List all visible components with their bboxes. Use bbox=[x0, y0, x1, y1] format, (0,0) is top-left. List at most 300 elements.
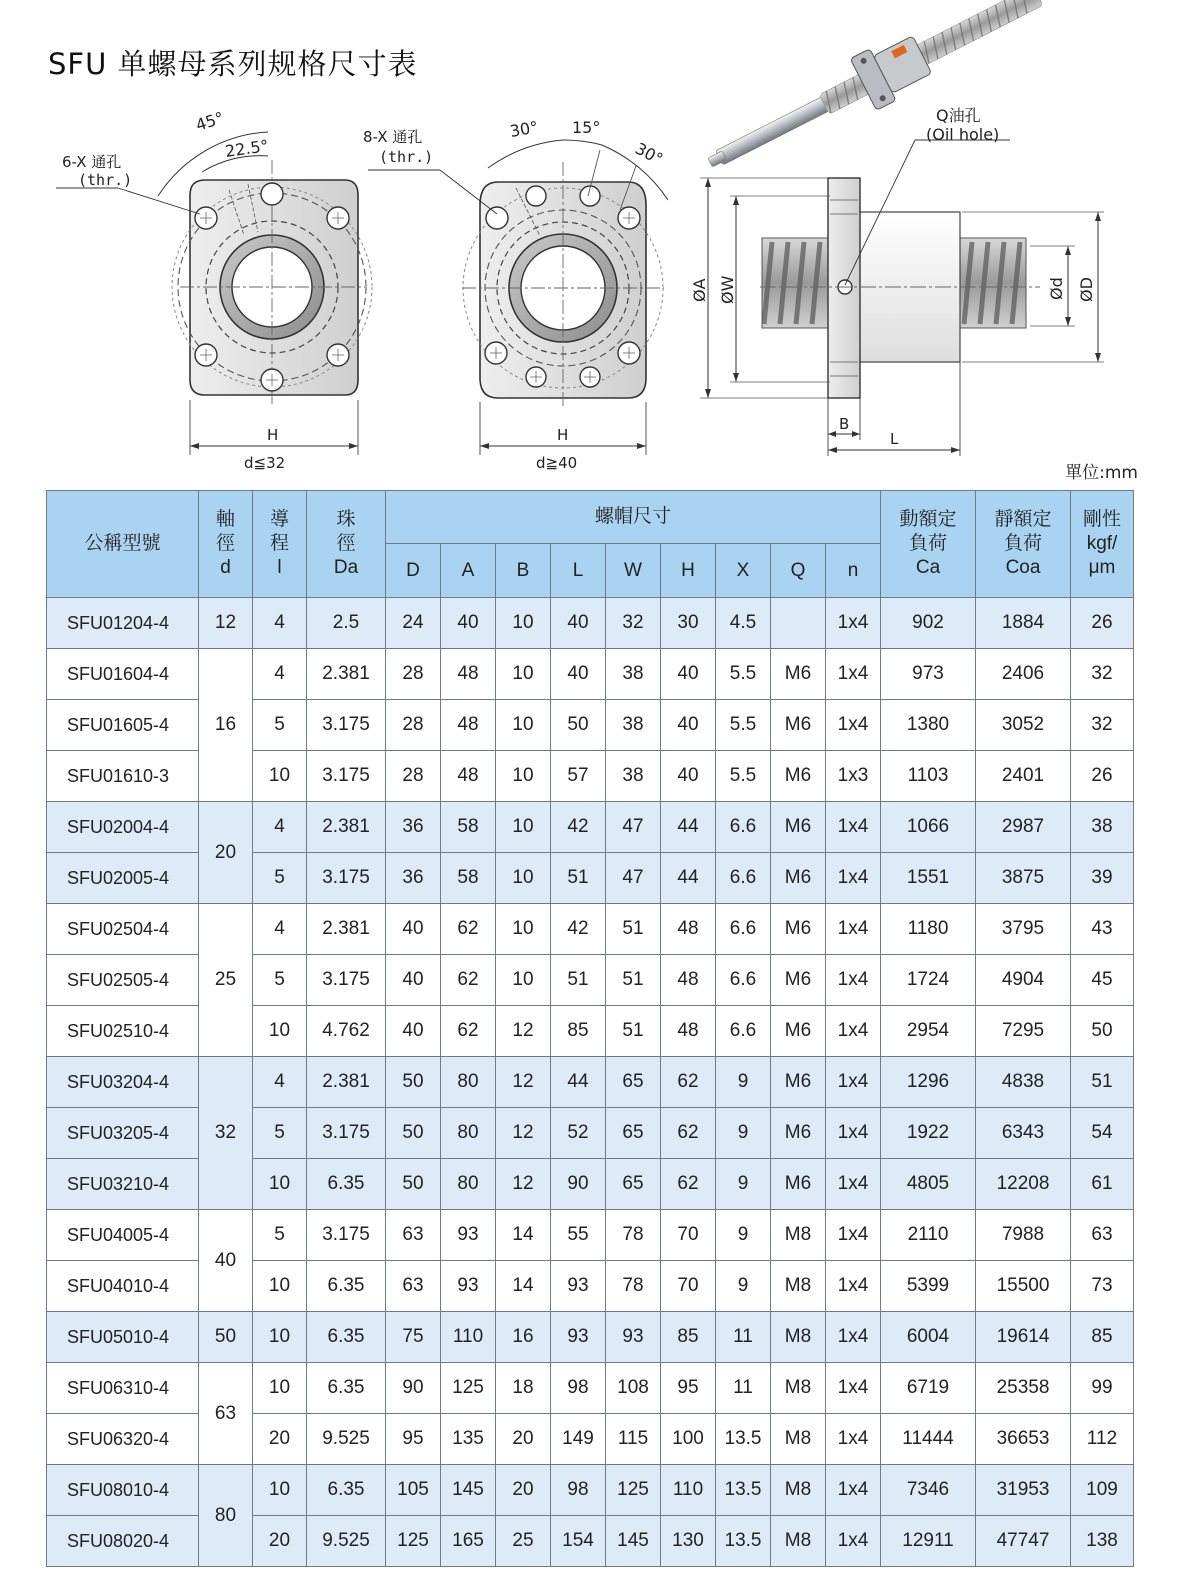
coa-cell: 19614 bbox=[976, 1312, 1071, 1363]
coa-cell: 2401 bbox=[976, 751, 1071, 802]
x-cell: 9 bbox=[716, 1159, 771, 1210]
header-col-D: D bbox=[386, 544, 441, 598]
ball-cell: 2.5 bbox=[307, 598, 386, 649]
table-row bbox=[47, 1057, 1134, 1108]
model-cell: SFU08010-4 bbox=[47, 1465, 199, 1516]
header-rigidity bbox=[1071, 491, 1134, 598]
h-cell: 44 bbox=[661, 853, 716, 904]
n-cell: 1x4 bbox=[826, 1363, 881, 1414]
l-cell: 57 bbox=[551, 751, 606, 802]
header-shaft-line-2: 徑 bbox=[215, 533, 235, 554]
ca-cell: 1180 bbox=[881, 904, 976, 955]
shaft-dia-cell: 80 bbox=[199, 1465, 253, 1567]
h-cell: 85 bbox=[661, 1312, 716, 1363]
condition-mid: d≧40 bbox=[536, 454, 578, 472]
rig-cell: 138 bbox=[1071, 1516, 1134, 1567]
header-col-n: n bbox=[826, 544, 881, 598]
q-cell bbox=[771, 598, 826, 649]
a-cell: 110 bbox=[441, 1312, 496, 1363]
ca-cell: 1724 bbox=[881, 955, 976, 1006]
ball-cell: 9.525 bbox=[307, 1516, 386, 1567]
header-col-X: X bbox=[716, 544, 771, 598]
n-cell: 1x4 bbox=[826, 1312, 881, 1363]
coa-cell: 15500 bbox=[976, 1261, 1071, 1312]
ball-cell: 6.35 bbox=[307, 1312, 386, 1363]
w-cell: 47 bbox=[606, 802, 661, 853]
coa-cell: 3795 bbox=[976, 904, 1071, 955]
model-cell: SFU01204-4 bbox=[47, 598, 199, 649]
header-col-A: A bbox=[441, 544, 496, 598]
lead-cell: 5 bbox=[253, 700, 307, 751]
b-cell: 10 bbox=[496, 853, 551, 904]
coa-cell: 6343 bbox=[976, 1108, 1071, 1159]
w-cell: 145 bbox=[606, 1516, 661, 1567]
w-cell: 51 bbox=[606, 1006, 661, 1057]
h-cell: 62 bbox=[661, 1159, 716, 1210]
d-cell: 50 bbox=[386, 1108, 441, 1159]
ball-cell: 2.381 bbox=[307, 802, 386, 853]
spec-table bbox=[46, 490, 1134, 1567]
q-cell: M8 bbox=[771, 1210, 826, 1261]
b-cell: 14 bbox=[496, 1261, 551, 1312]
coa-cell: 2987 bbox=[976, 802, 1071, 853]
n-cell: 1x3 bbox=[826, 751, 881, 802]
model-cell: SFU04005-4 bbox=[47, 1210, 199, 1261]
ball-cell: 6.35 bbox=[307, 1363, 386, 1414]
nut-side-view bbox=[700, 140, 1104, 456]
header-col-B: B bbox=[496, 544, 551, 598]
n-cell: 1x4 bbox=[826, 598, 881, 649]
b-cell: 16 bbox=[496, 1312, 551, 1363]
header-sta-line-3: Coa bbox=[1005, 557, 1041, 578]
h-cell: 48 bbox=[661, 955, 716, 1006]
model-cell: SFU02005-4 bbox=[47, 853, 199, 904]
l-cell: 51 bbox=[551, 853, 606, 904]
rig-cell: 26 bbox=[1071, 751, 1134, 802]
ball-cell: 2.381 bbox=[307, 904, 386, 955]
shaft-dia-cell: 12 bbox=[199, 598, 253, 649]
header-col-Q: Q bbox=[771, 544, 826, 598]
n-cell: 1x4 bbox=[826, 1516, 881, 1567]
coa-cell: 1884 bbox=[976, 598, 1071, 649]
header-nut-dims: 螺帽尺寸 bbox=[386, 491, 881, 544]
rig-cell: 26 bbox=[1071, 598, 1134, 649]
ca-cell: 1922 bbox=[881, 1108, 976, 1159]
model-cell: SFU02510-4 bbox=[47, 1006, 199, 1057]
w-cell: 93 bbox=[606, 1312, 661, 1363]
q-cell: M8 bbox=[771, 1414, 826, 1465]
n-cell: 1x4 bbox=[826, 649, 881, 700]
l-cell: 154 bbox=[551, 1516, 606, 1567]
angle-30a-label: 30° bbox=[508, 117, 540, 141]
b-cell: 10 bbox=[496, 955, 551, 1006]
angle-22-label: 22.5° bbox=[223, 136, 270, 161]
model-cell: SFU03210-4 bbox=[47, 1159, 199, 1210]
coa-cell: 7295 bbox=[976, 1006, 1071, 1057]
n-cell: 1x4 bbox=[826, 904, 881, 955]
technical-drawings bbox=[0, 0, 1200, 480]
lead-cell: 10 bbox=[253, 1261, 307, 1312]
model-cell: SFU03204-4 bbox=[47, 1057, 199, 1108]
header-lead-line-3: l bbox=[277, 557, 282, 578]
ca-cell: 2110 bbox=[881, 1210, 976, 1261]
oil-hole-label-en: (Oil hole) bbox=[926, 125, 1000, 144]
h-cell: 48 bbox=[661, 904, 716, 955]
ball-cell: 3.175 bbox=[307, 1210, 386, 1261]
w-cell: 125 bbox=[606, 1465, 661, 1516]
q-cell: M8 bbox=[771, 1516, 826, 1567]
w-cell: 115 bbox=[606, 1414, 661, 1465]
header-rig-line-3: μm bbox=[1088, 557, 1116, 578]
lead-cell: 4 bbox=[253, 904, 307, 955]
dim-L-label: L bbox=[890, 430, 899, 448]
ca-cell: 12911 bbox=[881, 1516, 976, 1567]
ca-cell: 5399 bbox=[881, 1261, 976, 1312]
l-cell: 40 bbox=[551, 598, 606, 649]
x-cell: 11 bbox=[716, 1312, 771, 1363]
lead-cell: 20 bbox=[253, 1414, 307, 1465]
w-cell: 65 bbox=[606, 1159, 661, 1210]
l-cell: 50 bbox=[551, 700, 606, 751]
b-cell: 10 bbox=[496, 904, 551, 955]
lead-cell: 4 bbox=[253, 598, 307, 649]
header-rig-line-2: kgf/ bbox=[1086, 533, 1118, 554]
page-title: SFU 单螺母系列规格尺寸表 bbox=[48, 47, 418, 81]
model-cell: SFU01610-3 bbox=[47, 751, 199, 802]
b-cell: 12 bbox=[496, 1057, 551, 1108]
a-cell: 48 bbox=[441, 751, 496, 802]
q-cell: M6 bbox=[771, 1057, 826, 1108]
dim-A-label: ØA bbox=[690, 278, 709, 302]
l-cell: 90 bbox=[551, 1159, 606, 1210]
l-cell: 52 bbox=[551, 1108, 606, 1159]
ca-cell: 973 bbox=[881, 649, 976, 700]
flange-drawing-large bbox=[368, 140, 668, 455]
lead-cell: 4 bbox=[253, 1057, 307, 1108]
rig-cell: 32 bbox=[1071, 649, 1134, 700]
b-cell: 10 bbox=[496, 802, 551, 853]
header-lead bbox=[253, 491, 307, 598]
ca-cell: 1296 bbox=[881, 1057, 976, 1108]
table-row bbox=[47, 649, 1134, 700]
l-cell: 93 bbox=[551, 1312, 606, 1363]
b-cell: 20 bbox=[496, 1414, 551, 1465]
header-shaft-line-1: 軸 bbox=[215, 509, 235, 530]
rig-cell: 99 bbox=[1071, 1363, 1134, 1414]
w-cell: 78 bbox=[606, 1261, 661, 1312]
q-cell: M6 bbox=[771, 955, 826, 1006]
a-cell: 62 bbox=[441, 955, 496, 1006]
a-cell: 80 bbox=[441, 1057, 496, 1108]
d-cell: 40 bbox=[386, 1006, 441, 1057]
l-cell: 44 bbox=[551, 1057, 606, 1108]
width-label-mid: H bbox=[557, 426, 569, 444]
table-row bbox=[47, 1312, 1134, 1363]
n-cell: 1x4 bbox=[826, 1159, 881, 1210]
header-model: 公稱型號 bbox=[47, 491, 199, 598]
a-cell: 93 bbox=[441, 1210, 496, 1261]
a-cell: 40 bbox=[441, 598, 496, 649]
spec-table-body bbox=[47, 598, 1134, 1567]
model-cell: SFU06310-4 bbox=[47, 1363, 199, 1414]
ca-cell: 902 bbox=[881, 598, 976, 649]
ball-cell: 3.175 bbox=[307, 1108, 386, 1159]
w-cell: 51 bbox=[606, 904, 661, 955]
q-cell: M8 bbox=[771, 1312, 826, 1363]
d-cell: 40 bbox=[386, 904, 441, 955]
b-cell: 14 bbox=[496, 1210, 551, 1261]
a-cell: 165 bbox=[441, 1516, 496, 1567]
ca-cell: 1551 bbox=[881, 853, 976, 904]
n-cell: 1x4 bbox=[826, 1057, 881, 1108]
hole-note-left: 6-X 通孔 bbox=[62, 153, 122, 171]
lead-cell: 4 bbox=[253, 802, 307, 853]
coa-cell: 31953 bbox=[976, 1465, 1071, 1516]
lead-cell: 20 bbox=[253, 1516, 307, 1567]
model-cell: SFU02505-4 bbox=[47, 955, 199, 1006]
model-cell: SFU02504-4 bbox=[47, 904, 199, 955]
header-col-W: W bbox=[606, 544, 661, 598]
lead-cell: 10 bbox=[253, 1465, 307, 1516]
n-cell: 1x4 bbox=[826, 1261, 881, 1312]
d-cell: 28 bbox=[386, 751, 441, 802]
l-cell: 85 bbox=[551, 1006, 606, 1057]
a-cell: 145 bbox=[441, 1465, 496, 1516]
ca-cell: 7346 bbox=[881, 1465, 976, 1516]
n-cell: 1x4 bbox=[826, 700, 881, 751]
table-row bbox=[47, 802, 1134, 853]
l-cell: 55 bbox=[551, 1210, 606, 1261]
dim-D-label: ØD bbox=[1077, 277, 1096, 302]
ball-cell: 6.35 bbox=[307, 1159, 386, 1210]
q-cell: M8 bbox=[771, 1363, 826, 1414]
d-cell: 28 bbox=[386, 700, 441, 751]
angle-45-label: 45° bbox=[193, 107, 227, 135]
header-ball-line-1: 珠 bbox=[336, 509, 356, 530]
q-cell: M6 bbox=[771, 700, 826, 751]
ball-cell: 3.175 bbox=[307, 955, 386, 1006]
coa-cell: 3875 bbox=[976, 853, 1071, 904]
d-cell: 40 bbox=[386, 955, 441, 1006]
d-cell: 105 bbox=[386, 1465, 441, 1516]
a-cell: 135 bbox=[441, 1414, 496, 1465]
n-cell: 1x4 bbox=[826, 955, 881, 1006]
h-cell: 40 bbox=[661, 751, 716, 802]
h-cell: 62 bbox=[661, 1108, 716, 1159]
n-cell: 1x4 bbox=[826, 1465, 881, 1516]
header-sta-line-1: 靜額定 bbox=[994, 509, 1052, 530]
x-cell: 11 bbox=[716, 1363, 771, 1414]
n-cell: 1x4 bbox=[826, 802, 881, 853]
unit-label: 單位:mm bbox=[1065, 463, 1138, 483]
q-cell: M6 bbox=[771, 1108, 826, 1159]
ball-cell: 6.35 bbox=[307, 1465, 386, 1516]
l-cell: 42 bbox=[551, 802, 606, 853]
shaft-dia-cell: 20 bbox=[199, 802, 253, 904]
h-cell: 30 bbox=[661, 598, 716, 649]
header-dynamic-load bbox=[881, 491, 976, 598]
w-cell: 38 bbox=[606, 700, 661, 751]
d-cell: 63 bbox=[386, 1210, 441, 1261]
d-cell: 75 bbox=[386, 1312, 441, 1363]
coa-cell: 3052 bbox=[976, 700, 1071, 751]
n-cell: 1x4 bbox=[826, 1414, 881, 1465]
rig-cell: 32 bbox=[1071, 700, 1134, 751]
x-cell: 6.6 bbox=[716, 955, 771, 1006]
lead-cell: 5 bbox=[253, 853, 307, 904]
a-cell: 93 bbox=[441, 1261, 496, 1312]
table-row bbox=[47, 1465, 1134, 1516]
header-ball-line-2: 徑 bbox=[336, 533, 356, 554]
d-cell: 50 bbox=[386, 1057, 441, 1108]
l-cell: 40 bbox=[551, 649, 606, 700]
lead-cell: 5 bbox=[253, 1108, 307, 1159]
shaft-dia-cell: 63 bbox=[199, 1363, 253, 1465]
h-cell: 62 bbox=[661, 1057, 716, 1108]
model-cell: SFU05010-4 bbox=[47, 1312, 199, 1363]
x-cell: 9 bbox=[716, 1108, 771, 1159]
table-row bbox=[47, 1210, 1134, 1261]
header-dyn-line-3: Ca bbox=[915, 557, 941, 578]
w-cell: 38 bbox=[606, 751, 661, 802]
coa-cell: 4838 bbox=[976, 1057, 1071, 1108]
x-cell: 6.6 bbox=[716, 904, 771, 955]
b-cell: 10 bbox=[496, 649, 551, 700]
q-cell: M8 bbox=[771, 1261, 826, 1312]
x-cell: 5.5 bbox=[716, 751, 771, 802]
a-cell: 48 bbox=[441, 649, 496, 700]
rig-cell: 43 bbox=[1071, 904, 1134, 955]
x-cell: 6.6 bbox=[716, 853, 771, 904]
a-cell: 80 bbox=[441, 1159, 496, 1210]
h-cell: 40 bbox=[661, 700, 716, 751]
b-cell: 20 bbox=[496, 1465, 551, 1516]
h-cell: 95 bbox=[661, 1363, 716, 1414]
d-cell: 36 bbox=[386, 853, 441, 904]
dim-B-label: B bbox=[839, 415, 850, 433]
shaft-dia-cell: 16 bbox=[199, 649, 253, 802]
shaft-dia-cell: 50 bbox=[199, 1312, 253, 1363]
table-row bbox=[47, 1363, 1134, 1414]
ca-cell: 6719 bbox=[881, 1363, 976, 1414]
condition-left: d≦32 bbox=[244, 454, 286, 472]
a-cell: 58 bbox=[441, 802, 496, 853]
q-cell: M6 bbox=[771, 853, 826, 904]
hole-note-mid-sub: (thr.) bbox=[379, 148, 434, 166]
model-cell: SFU03205-4 bbox=[47, 1108, 199, 1159]
ca-cell: 2954 bbox=[881, 1006, 976, 1057]
l-cell: 51 bbox=[551, 955, 606, 1006]
h-cell: 70 bbox=[661, 1261, 716, 1312]
q-cell: M6 bbox=[771, 751, 826, 802]
x-cell: 13.5 bbox=[716, 1516, 771, 1567]
ball-cell: 3.175 bbox=[307, 751, 386, 802]
w-cell: 38 bbox=[606, 649, 661, 700]
a-cell: 62 bbox=[441, 904, 496, 955]
lead-cell: 10 bbox=[253, 1363, 307, 1414]
w-cell: 108 bbox=[606, 1363, 661, 1414]
ball-cell: 9.525 bbox=[307, 1414, 386, 1465]
ca-cell: 6004 bbox=[881, 1312, 976, 1363]
lead-cell: 5 bbox=[253, 955, 307, 1006]
q-cell: M8 bbox=[771, 1465, 826, 1516]
ball-cell: 4.762 bbox=[307, 1006, 386, 1057]
w-cell: 65 bbox=[606, 1057, 661, 1108]
header-dyn-line-1: 動額定 bbox=[899, 509, 957, 530]
l-cell: 149 bbox=[551, 1414, 606, 1465]
model-cell: SFU08020-4 bbox=[47, 1516, 199, 1567]
coa-cell: 36653 bbox=[976, 1414, 1071, 1465]
d-cell: 28 bbox=[386, 649, 441, 700]
a-cell: 48 bbox=[441, 700, 496, 751]
ball-cell: 6.35 bbox=[307, 1261, 386, 1312]
header-ball-dia bbox=[307, 491, 386, 598]
rig-cell: 39 bbox=[1071, 853, 1134, 904]
ball-cell: 3.175 bbox=[307, 700, 386, 751]
coa-cell: 7988 bbox=[976, 1210, 1071, 1261]
lead-cell: 10 bbox=[253, 1006, 307, 1057]
shaft-dia-cell: 25 bbox=[199, 904, 253, 1057]
d-cell: 63 bbox=[386, 1261, 441, 1312]
b-cell: 12 bbox=[496, 1159, 551, 1210]
angle-15-label: 15° bbox=[572, 118, 601, 137]
width-label-left: H bbox=[267, 426, 279, 444]
h-cell: 40 bbox=[661, 649, 716, 700]
model-cell: SFU04010-4 bbox=[47, 1261, 199, 1312]
x-cell: 6.6 bbox=[716, 1006, 771, 1057]
rig-cell: 50 bbox=[1071, 1006, 1134, 1057]
l-cell: 93 bbox=[551, 1261, 606, 1312]
dim-d-label: Ød bbox=[1047, 277, 1066, 300]
h-cell: 70 bbox=[661, 1210, 716, 1261]
x-cell: 4.5 bbox=[716, 598, 771, 649]
coa-cell: 2406 bbox=[976, 649, 1071, 700]
l-cell: 42 bbox=[551, 904, 606, 955]
h-cell: 48 bbox=[661, 1006, 716, 1057]
b-cell: 12 bbox=[496, 1006, 551, 1057]
lead-cell: 10 bbox=[253, 751, 307, 802]
d-cell: 125 bbox=[386, 1516, 441, 1567]
ball-cell: 2.381 bbox=[307, 649, 386, 700]
oil-hole-label: Q油孔 bbox=[936, 106, 981, 125]
n-cell: 1x4 bbox=[826, 1108, 881, 1159]
q-cell: M6 bbox=[771, 802, 826, 853]
dim-W-label: ØW bbox=[718, 275, 737, 304]
ball-cell: 2.381 bbox=[307, 1057, 386, 1108]
q-cell: M6 bbox=[771, 1006, 826, 1057]
model-cell: SFU02004-4 bbox=[47, 802, 199, 853]
table-row bbox=[47, 904, 1134, 955]
b-cell: 18 bbox=[496, 1363, 551, 1414]
header-col-L: L bbox=[551, 544, 606, 598]
ca-cell: 1103 bbox=[881, 751, 976, 802]
w-cell: 65 bbox=[606, 1108, 661, 1159]
a-cell: 58 bbox=[441, 853, 496, 904]
l-cell: 98 bbox=[551, 1465, 606, 1516]
header-lead-line-2: 程 bbox=[269, 533, 289, 554]
ca-cell: 1380 bbox=[881, 700, 976, 751]
rig-cell: 51 bbox=[1071, 1057, 1134, 1108]
model-cell: SFU06320-4 bbox=[47, 1414, 199, 1465]
rig-cell: 61 bbox=[1071, 1159, 1134, 1210]
coa-cell: 12208 bbox=[976, 1159, 1071, 1210]
h-cell: 110 bbox=[661, 1465, 716, 1516]
d-cell: 36 bbox=[386, 802, 441, 853]
table-row bbox=[47, 598, 1134, 649]
coa-cell: 47747 bbox=[976, 1516, 1071, 1567]
hole-note-left-sub: (thr.) bbox=[78, 171, 133, 189]
header-rig-line-1: 剛性 bbox=[1082, 509, 1121, 530]
